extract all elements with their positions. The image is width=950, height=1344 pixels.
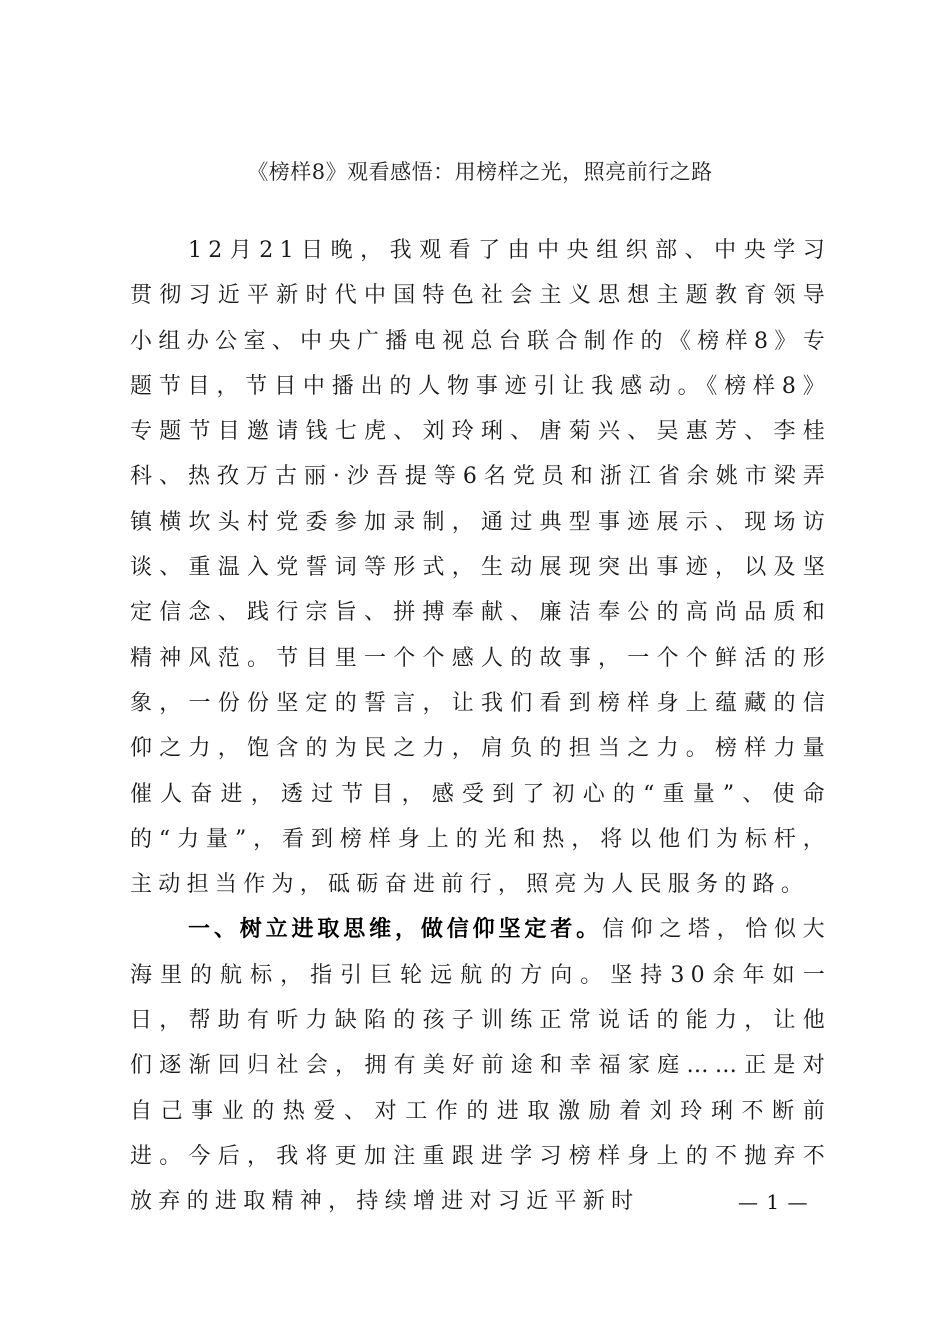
page-number: — 1 — bbox=[738, 1190, 809, 1214]
document-body bbox=[130, 228, 831, 1225]
section-heading: 一、树立进取思维，做信仰坚定者。 bbox=[188, 917, 602, 943]
document-title: 《榜样8》观看感悟：用榜样之光，照亮前行之路 bbox=[247, 160, 713, 184]
paragraph-section-1 bbox=[130, 907, 831, 1224]
paragraph-text: 信仰之塔，恰似大海里的航标，指引巨轮远航的方向。坚持30余年如一日，帮助有听力缺陷的孩子训练正常说话的能力，让他们逐渐回归社会，拥有美好前途和幸福家庭……正是对自己事业的热爱、对工作的进取激励着刘玲琍不断前进。今后，我将更加注重跟进学习榜样身上的不抛弃不放弃的进取精神，持续增进对习近平新时 bbox=[130, 917, 831, 1215]
paragraph-text: 12月21日晚，我观看了由中央组织部、中央学习贯彻习近平新时代中国特色社会主义思想主题教育领导小组办公室、中央广播电视总台联合制作的《榜样8》专题节目，节目中播出的人物事迹引让我感动。《榜样8》专题节目邀请钱七虎、刘玲琍、唐菊兴、吴惠芳、李桂科、热孜万古丽·沙吾提等6名党员和浙江省余姚市梁弄镇横坎头村党委参加录制，通过典型事迹展示、现场访谈、重温入党誓词等形式，生动展现突出事迹，以及坚定信念、践行宗旨、拼搏奉献、廉洁奉公的高尚品质和精神风范。节目里一个个感人的故事，一个个鲜活的形象，一份份坚定的誓言，让我们看到榜样身上蕴藏的信仰之力，饱含的为民之力，肩负的担当之力。榜样力量催人奋进，透过节目，感受到了初心的“重量”、使命的“力量”，看到榜样身上的光和热，将以他们为标杆，主动担当作为，砥砺奋进前行，照亮为人民服务的路。 bbox=[130, 238, 831, 898]
paragraph-intro bbox=[130, 228, 831, 907]
